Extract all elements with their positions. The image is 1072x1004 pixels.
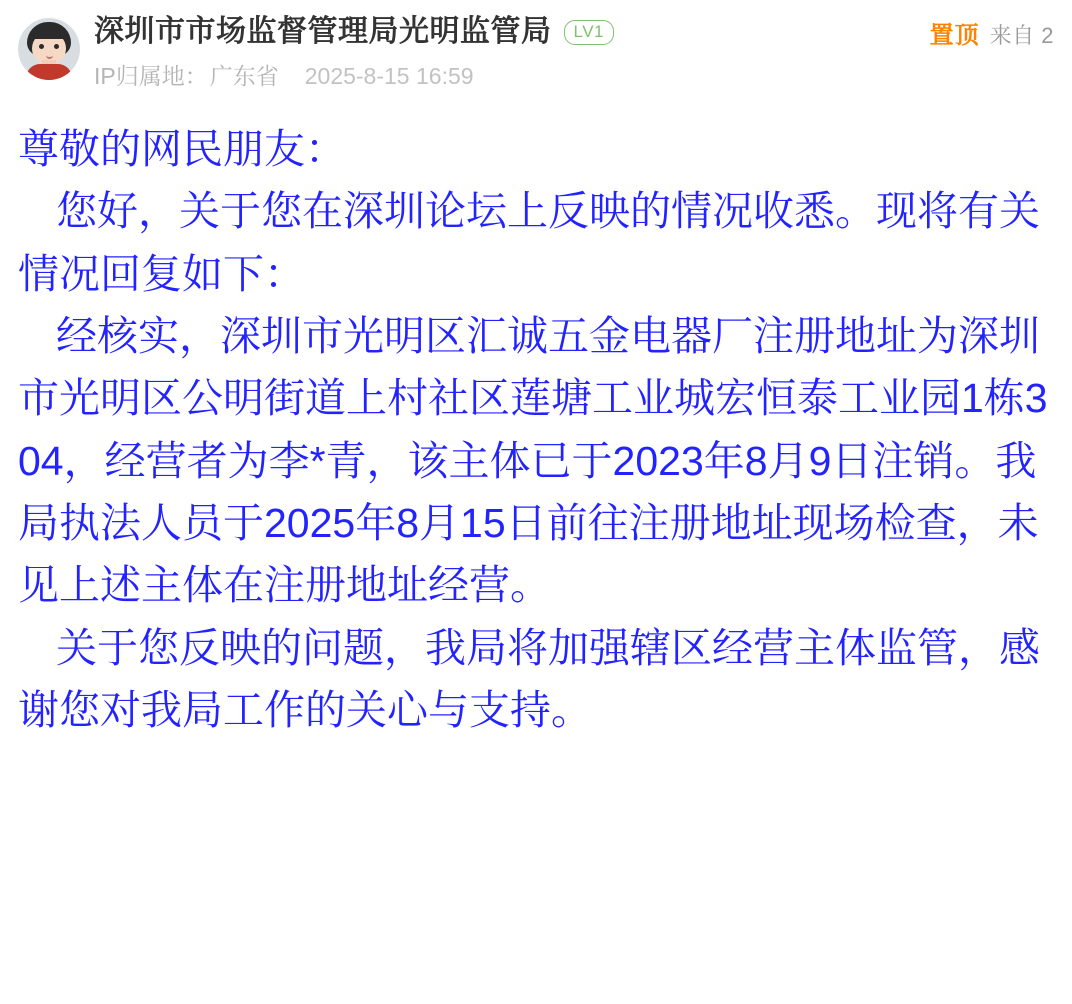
avatar-eye-right	[54, 44, 59, 49]
post-header	[18, 14, 1054, 100]
avatar-body	[26, 64, 72, 80]
post-subinfo	[94, 58, 1054, 91]
post-source: 来自 2	[989, 22, 1054, 48]
post-timestamp: 2025-8-15 16:59	[304, 63, 474, 89]
post-paragraph: 尊敬的网民朋友：	[18, 126, 346, 172]
ip-location-value: 广东省	[209, 63, 279, 89]
level-badge: LV1	[564, 20, 615, 45]
avatar-eye-left	[39, 44, 44, 49]
post-paragraph: 经核实，深圳市光明区汇诚五金电器厂注册地址为深圳市光明区公明街道上村社区莲塘工业城宏恒泰工业园1栋304，经营者为李*青，该主体已于2023年8月9日注销。我局执法人员于2025年8月15日前往注册地址现场检查，未见上述主体在注册地址经营。	[18, 312, 1048, 609]
post-meta	[94, 14, 1054, 91]
ip-location-label: IP归属地：	[94, 63, 208, 89]
avatar-fringe	[31, 27, 67, 39]
author-name[interactable]: 深圳市市场监督管理局光明监管局	[94, 15, 552, 48]
avatar[interactable]	[18, 18, 80, 80]
post-paragraph: 关于您反映的问题，我局将加强辖区经营主体监管，感谢您对我局工作的关心与支持。	[18, 624, 1040, 733]
author-row	[94, 14, 1054, 50]
post-paragraph: 您好，关于您在深圳论坛上反映的情况收悉。现将有关情况回复如下：	[18, 188, 1040, 297]
post-flags	[930, 15, 1054, 50]
pinned-badge: 置顶	[929, 21, 980, 49]
post-body	[18, 118, 1054, 741]
